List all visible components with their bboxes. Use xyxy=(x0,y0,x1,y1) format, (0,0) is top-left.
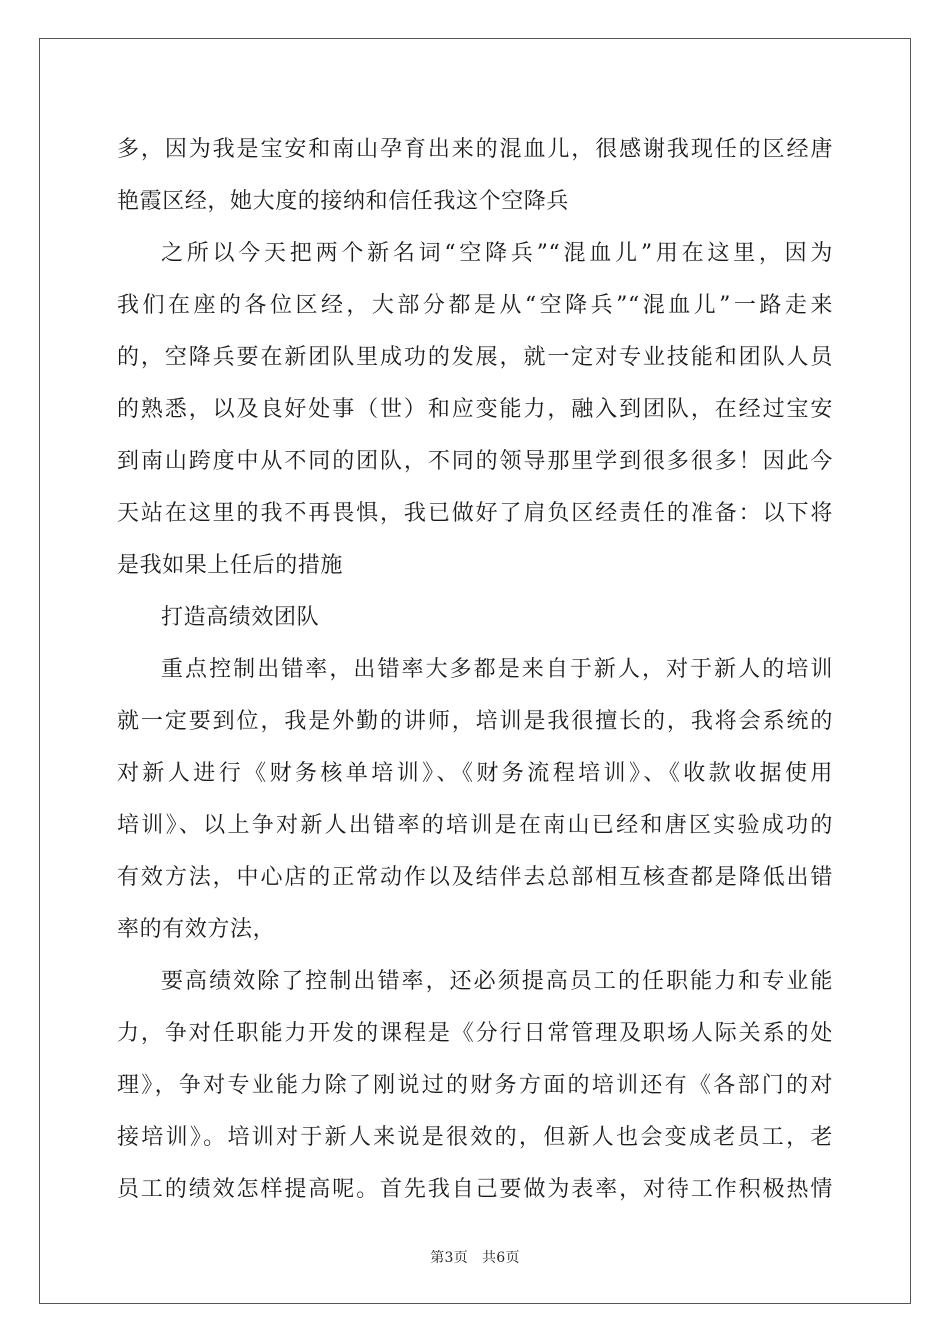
text-line: 就一定要到位，我是外勤的讲师，培训是我很擅长的，我将会系统的 xyxy=(117,709,833,734)
current-page-label: 第3页 xyxy=(430,1250,468,1266)
paragraph xyxy=(117,592,833,644)
text-line: 要高绩效除了控制出错率，还必须提高员工的任职能力和专业能 xyxy=(161,969,833,994)
text-line: 是我如果上任后的措施 xyxy=(117,553,344,578)
paragraph xyxy=(117,956,833,1216)
text-line: 的，空降兵要在新团队里成功的发展，就一定对专业技能和团队人员 xyxy=(117,345,833,370)
text-line: 天站在这里的我不再畏惧，我已做好了肩负区经责任的准备：以下将 xyxy=(117,501,833,526)
text-line: 接培训》。培训对于新人来说是很效的，但新人也会变成老员工，老 xyxy=(117,1125,833,1150)
text-line: 对新人进行《财务核单培训》、《财务流程培训》、《收款收据使用 xyxy=(117,761,833,786)
text-line: 率的有效方法， xyxy=(117,917,276,942)
text-line: 我们在座的各位区经，大部分都是从“空降兵”“混血儿”一路走来 xyxy=(117,293,833,318)
document-body xyxy=(117,124,833,1216)
text-line: 重点控制出错率，出错率大多都是来自于新人，对于新人的培训 xyxy=(161,657,833,682)
text-line: 之所以今天把两个新名词“空降兵”“混血儿”用在这里，因为 xyxy=(161,241,833,266)
text-line: 多，因为我是宝安和南山孕育出来的混血儿，很感谢我现任的区经唐 xyxy=(117,137,833,162)
text-line: 艳霞区经，她大度的接纳和信任我这个空降兵 xyxy=(117,189,570,214)
paragraph xyxy=(117,228,833,592)
total-pages-label: 共6页 xyxy=(482,1250,520,1266)
text-line: 员工的绩效怎样提高呢。首先我自己要做为表率，对待工作积极热情 xyxy=(117,1177,833,1202)
text-line: 力，争对任职能力开发的课程是《分行日常管理及职场人际关系的处 xyxy=(117,1021,833,1046)
text-line: 的熟悉，以及良好处事（世）和应变能力，融入到团队，在经过宝安 xyxy=(117,397,833,422)
page-footer xyxy=(0,1247,950,1267)
text-line: 打造高绩效团队 xyxy=(161,605,320,630)
text-line: 理》，争对专业能力除了刚说过的财务方面的培训还有《各部门的对 xyxy=(117,1073,833,1098)
text-line: 有效方法，中心店的正常动作以及结伴去总部相互核查都是降低出错 xyxy=(117,865,833,890)
text-line: 到南山跨度中从不同的团队，不同的领导那里学到很多很多！因此今 xyxy=(117,449,833,474)
paragraph xyxy=(117,644,833,956)
paragraph xyxy=(117,124,833,228)
text-line: 培训》、以上争对新人出错率的培训是在南山已经和唐区实验成功的 xyxy=(117,813,833,838)
